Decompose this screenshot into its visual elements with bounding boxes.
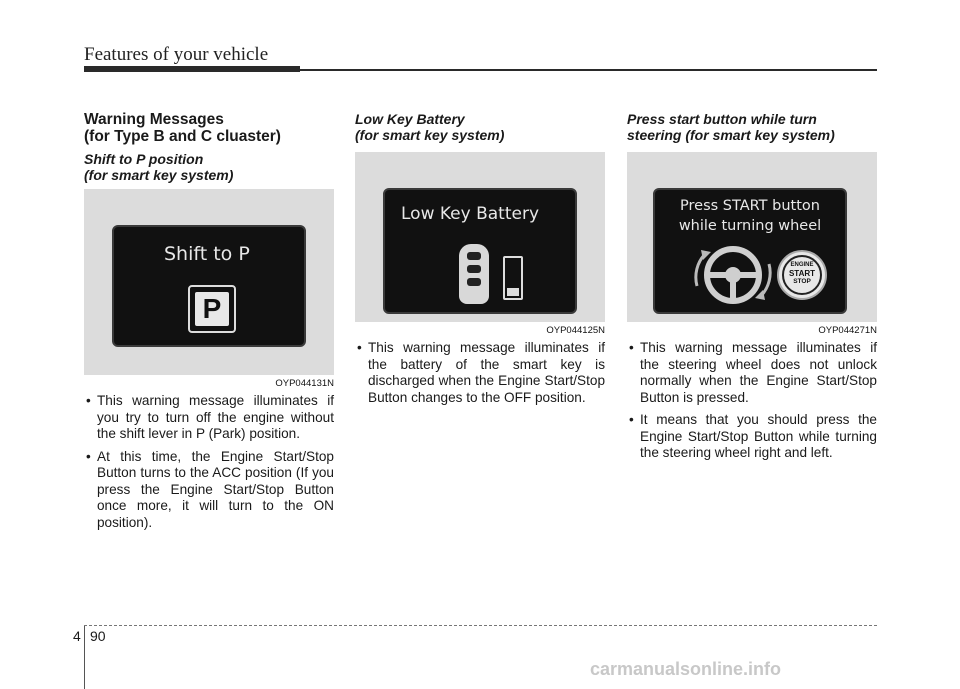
figure-caption: OYP044125N (546, 325, 605, 336)
cluster-display (112, 225, 306, 347)
low-key-battery-illustration (355, 152, 605, 322)
chapter-number: 4 (73, 628, 81, 644)
section-heading: Warning Messages (for Type B and C cluaster) (84, 111, 281, 145)
page-header-title: Features of your vehicle (84, 44, 269, 65)
key-button (467, 252, 481, 260)
subsection-heading-press-start: Press start button while turn steering (for smart key system) (627, 111, 835, 143)
figure-caption: OYP044131N (275, 378, 334, 389)
display-text-line2: while turning wheel (678, 218, 822, 234)
subsection-heading-low-key-battery: Low Key Battery (for smart key system) (355, 111, 505, 143)
button-label-stop: STOP (793, 278, 811, 285)
press-start-illustration (627, 152, 877, 322)
display-text: Low Key Battery (401, 204, 540, 224)
bullet-list (355, 340, 605, 406)
cluster-display (383, 188, 577, 314)
subsection-heading-shift-to-p: Shift to P position (for smart key system) (84, 151, 234, 183)
bullet-list (627, 340, 877, 462)
shift-to-p-illustration (84, 189, 334, 375)
column-press-start (627, 108, 877, 468)
column-low-key-battery (355, 108, 605, 412)
list-item: • This warning message illuminates if you try to turn off the engine without the shift lever in P (Park) position. (84, 393, 334, 443)
smart-key-icon (459, 244, 489, 304)
watermark: carmanualsonline.info (590, 659, 782, 679)
park-icon-inner (195, 292, 229, 326)
display-text-line1: Press START button (680, 198, 820, 214)
engine-start-stop-button-icon (777, 250, 827, 300)
button-label-engine: ENGINE (790, 262, 814, 268)
footer-divider (84, 625, 877, 626)
list-item: • It means that you should press the Engine Start/Stop Button while turning the steering wheel right and left. (627, 412, 877, 462)
bullet-list (84, 393, 334, 531)
header-rule-thick (84, 66, 300, 72)
park-letter: P (202, 293, 222, 324)
footer-vertical-rule (84, 626, 85, 689)
steering-wheel-icon (683, 240, 783, 310)
park-icon (188, 285, 236, 333)
list-item: • This warning message illuminates if the battery of the smart key is discharged when the Engine Start/Stop Button changes to the OFF position. (355, 340, 605, 406)
column-shift-to-p (84, 108, 334, 537)
list-item: • At this time, the Engine Start/Stop Button turns to the ACC position (If you press the Engine Start/Stop Button once more, it will turn to the ON position). (84, 449, 334, 532)
battery-icon (503, 256, 523, 300)
battery-level (507, 288, 519, 296)
button-label-start: START (788, 269, 816, 278)
page-number: 90 (90, 628, 106, 644)
key-button (467, 265, 481, 273)
list-item: • This warning message illuminates if the steering wheel does not unlock normally when the Engine Start/Stop Button is pressed. (627, 340, 877, 406)
figure-caption: OYP044271N (818, 325, 877, 336)
key-button (467, 278, 481, 286)
cluster-display (653, 188, 847, 314)
display-text: Shift to P (164, 243, 250, 265)
header-rule-thin (300, 69, 877, 71)
